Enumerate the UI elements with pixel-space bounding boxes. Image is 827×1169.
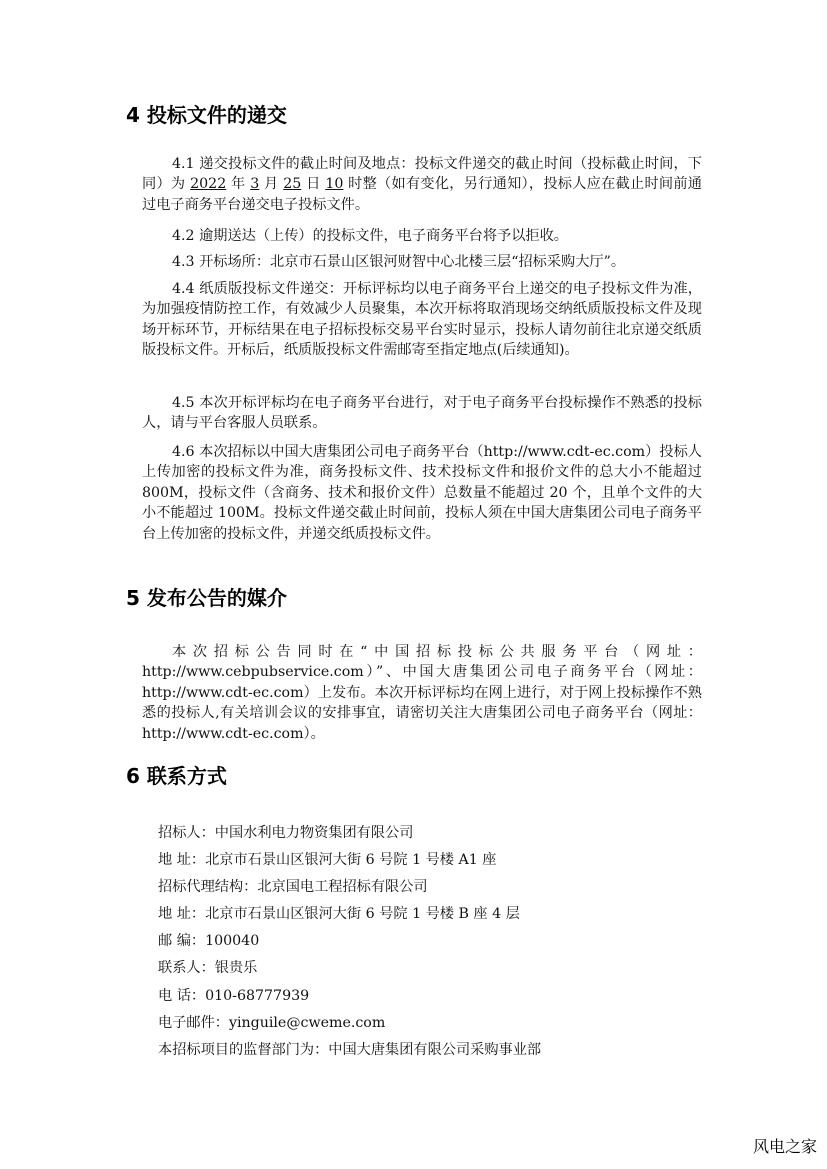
paragraph-4-6: 4.6 本次招标以中国大唐集团公司电子商务平台（http://www.cdt-ec.com）投标人上传加密的投标文件为准，商务投标文件、技术投标文件和报价文件的总大小不能超过 800M，投标文件（含商务、技术和报价文件）总数量不能超过 20 个，且单个文件的大小不能超过 100M。投标文件递交截止时间前，投标人须在中国大唐集团公司电子商务平台上传加密的投标文件，并递交纸质投标文件。 (142, 444, 702, 542)
contact-tenderer: 招标人：中国水利电力物资集团有限公司 (158, 825, 414, 841)
paragraph-4-4: 4.4 纸质版投标文件递交：开标评标均以电子商务平台上递交的电子投标文件为准，为加强疫情防控工作，有效减少人员聚集，本次开标将取消现场交纳纸质版投标文件及现场开标环节，开标结果在电子招标投标交易平台实时显示，投标人请勿前往北京递交纸质版投标文件。开标后，纸质版投标文件需邮寄至指定地点(后续通知)。 (142, 281, 702, 359)
deadline-month: 3 (250, 176, 260, 193)
contact-person: 联系人：银贵乐 (158, 960, 258, 976)
section-6-heading: 6 联系方式 (126, 764, 227, 788)
text: 4.1 递交投标文件的截止时间及地点：投标文件递交的截止时间（投标截止时间，下同）为 (142, 156, 702, 193)
paragraph-4-1 (142, 154, 702, 215)
contact-phone: 电 话：010-68777939 (158, 988, 310, 1004)
section-4-heading: 4 投标文件的递交 (126, 103, 287, 127)
paragraph-4-3: 4.3 开标场所：北京市石景山区银河财智中心北楼三层“招标采购大厅”。 (172, 254, 626, 270)
contact-postcode: 邮 编：100040 (158, 933, 260, 949)
paragraph-4-2: 4.2 逾期送达（上传）的投标文件，电子商务平台将予以拒收。 (172, 228, 568, 244)
contact-email: 电子邮件：yinguile@cweme.com (158, 1015, 386, 1031)
text: 年 (226, 176, 251, 193)
deadline-day: 25 (283, 176, 302, 193)
contact-agent-address: 地 址：北京市石景山区银河大街 6 号院 1 号楼 B 座 4 层 (158, 906, 520, 922)
contact-tenderer-address: 地 址：北京市石景山区银河大街 6 号院 1 号楼 A1 座 (158, 852, 497, 868)
contact-agent: 招标代理结构：北京国电工程招标有限公司 (158, 879, 428, 895)
text: 日 (301, 176, 326, 193)
supervising-department: 本招标项目的监督部门为：中国大唐集团有限公司采购事业部 (158, 1042, 542, 1058)
section-5-heading: 5 发布公告的媒介 (126, 586, 287, 610)
site-watermark: 风电之家 (752, 1137, 817, 1156)
paragraph-4-5: 4.5 本次开标评标均在电子商务平台进行，对于电子商务平台投标操作不熟悉的投标人，请与平台客服人员联系。 (142, 395, 702, 432)
text: 时整（如有变化，另行通知），投标人应在截止时间前通过电子商务平台递交电子投标文件。 (142, 176, 702, 213)
deadline-year: 2022 (190, 176, 227, 193)
paragraph-5-1: 本次招标公告同时在“中国招标投标公共服务平台（网址：http://www.cebpubservice.com）”、中国大唐集团公司电子商务平台（网址：http://www.cdt-ec.com）上发布。本次开标评标均在网上进行，对于网上投标操作不熟悉的投标人,有关培训会议的安排事宜，请密切关注大唐集团公司电子商务平台（网址：http://www.cdt-ec.com）。 (142, 644, 702, 742)
text: 月 (259, 176, 284, 193)
deadline-hour: 10 (325, 176, 344, 193)
